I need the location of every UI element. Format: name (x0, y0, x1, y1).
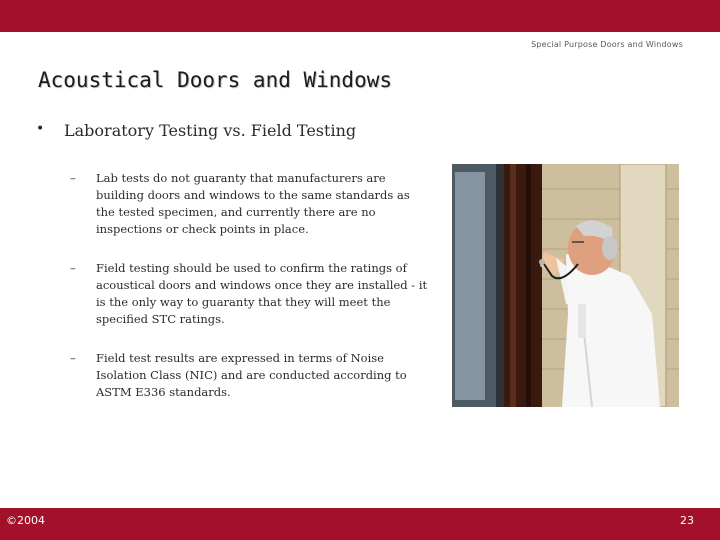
bullet-dot: • (36, 121, 45, 137)
bottom-brand-bar (0, 508, 720, 540)
sub-bullet-dash: – (70, 261, 76, 275)
sub-bullet-text: Field test results are expressed in terms of Noise Isolation Class (NIC) and are conducted according to ASTM E336 standards. (96, 351, 407, 399)
sub-bullet-text: Field testing should be used to confirm the ratings of acoustical doors and windows once they are installed - it is the only way to guaranty that they will meet the specified STC ratings. (96, 261, 428, 326)
slide-title: Acoustical Doors and Windows (38, 68, 393, 92)
sub-bullet-item (70, 170, 430, 238)
top-brand-bar (0, 0, 720, 32)
page-number: 23 (680, 514, 694, 527)
sub-bullet-text: Lab tests do not guaranty that manufacturers are building doors and windows to the same standards as the tested specimen, and currently there are no inspections or check points in place. (96, 171, 410, 236)
sub-bullet-list (70, 170, 430, 401)
main-bullet-text: Laboratory Testing vs. Field Testing (64, 121, 357, 140)
header-note: Special Purpose Doors and Windows (531, 40, 683, 49)
sub-bullet-dash: – (70, 171, 76, 185)
sub-bullet-item (70, 350, 430, 401)
sub-bullet-item (70, 260, 430, 328)
photo-field-testing (452, 164, 679, 407)
sub-bullet-dash: – (70, 351, 76, 365)
copyright-text: ©2004 (6, 514, 45, 527)
